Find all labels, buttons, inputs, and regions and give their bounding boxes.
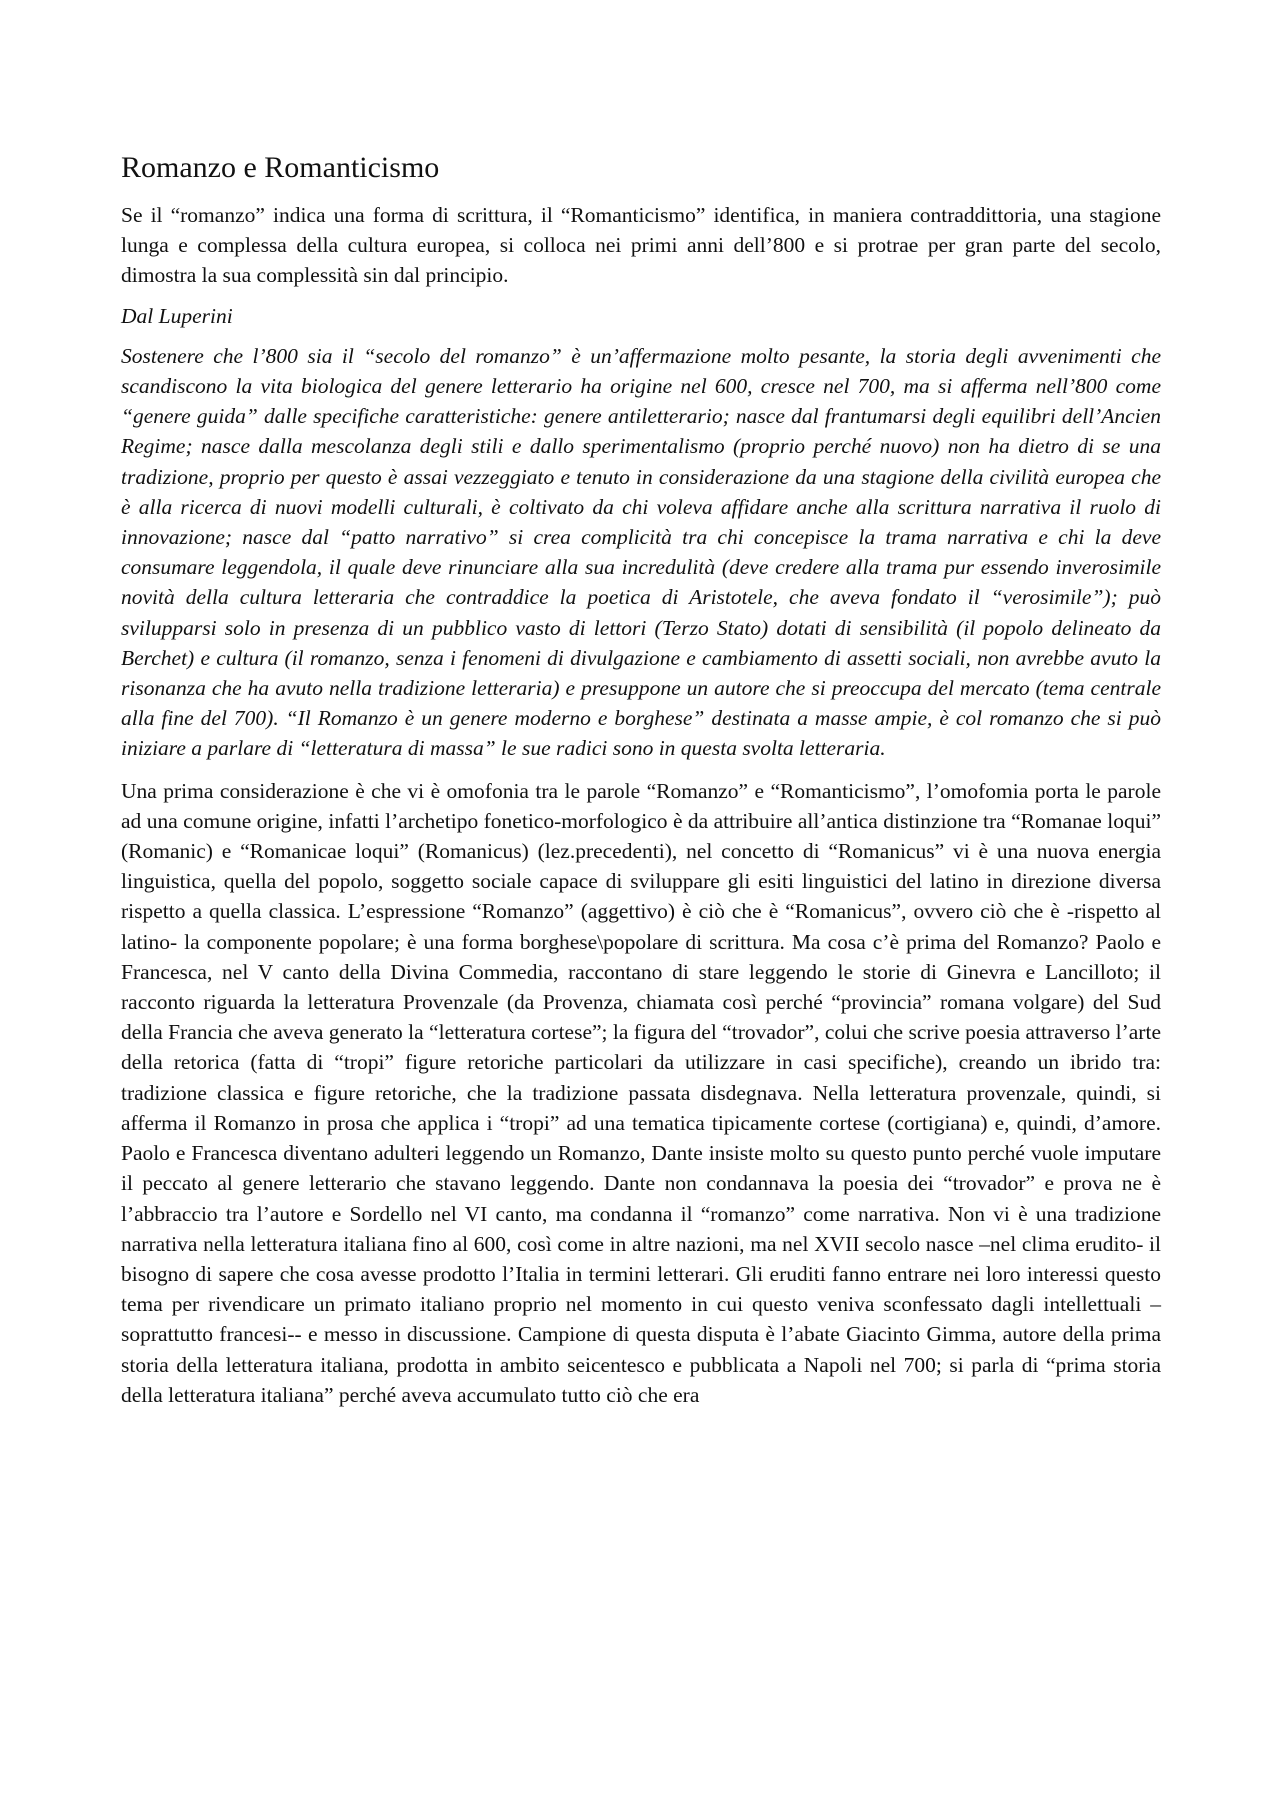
document-title: Romanzo e Romanticismo xyxy=(121,151,440,184)
document-page xyxy=(121,150,1161,1410)
source-attribution: Dal Luperini xyxy=(121,303,233,328)
intro-paragraph: Se il “romanzo” indica una forma di scrittura, il “Romanticismo” identifica, in maniera contraddittoria, una stagione lunga e complessa della cultura europea, si colloca nei primi anni dell’800 e si protrae per gran parte del secolo, dimostra la sua complessità sin dal principio. xyxy=(121,203,1161,288)
body-paragraph: Una prima considerazione è che vi è omofonia tra le parole “Romanzo” e “Romanticismo”, l’omofomia porta le parole ad una comune origine, infatti l’archetipo fonetico-morfologico è da attribuire all’antica distinzione tra “Romanae loqui” (Romanic) e “Romanicae loqui” (Romanicus) (lez.precedenti), nel concetto di “Romanicus” vi è una nuova energia linguistica, quella del popolo, soggetto sociale capace di sviluppare gli esiti linguistici del latino in direzione diversa rispetto a quella classica. L’espressione “Romanzo” (aggettivo) è ciò che è “Romanicus”, ovvero ciò che è -rispetto al latino- la componente popolare; è una forma borghese\popolare di scrittura. Ma cosa c’è prima del Romanzo? Paolo e Francesca, nel V canto della Divina Commedia, raccontano di stare leggendo le storie di Ginevra e Lancilloto; il racconto riguarda la letteratura Provenzale (da Provenza, chiamata così perché “provincia” romana volgare) del Sud della Francia che aveva generato la “letteratura cortese”; la figura del “trovador”, colui che scrive poesia attraverso l’arte della retorica (fatta di “tropi” figure retoriche particolari da utilizzare in casi specifiche), creando un ibrido tra: tradizione classica e figure retoriche, che la tradizione passata disdegnava. Nella letteratura provenzale, quindi, si afferma il Romanzo in prosa che applica i “tropi” ad una tematica tipicamente cortese (cortigiana) e, quindi, d’amore. Paolo e Francesca diventano adulteri leggendo un Romanzo, Dante insiste molto su questo punto perché vuole imputare il peccato al genere letterario che stavano leggendo. Dante non condannava la poesia dei “trovador” e prova ne è l’abbraccio tra l’autore e Sordello nel VI canto, ma condanna il “romanzo” come narrativa. Non vi è una tradizione narrativa nella letteratura italiana fino al 600, così come in altre nazioni, ma nel XVII secolo nasce –nel clima erudito- il bisogno di sapere che cosa avesse prodotto l’Italia in termini letterari. Gli eruditi fanno entrare nei loro interessi questo tema per rivendicare un primato italiano proprio nel momento in cui questo veniva sconfessato dagli intellettuali –soprattutto francesi-- e messo in discussione. Campione di questa disputa è l’abate Giacinto Gimma, autore della prima storia della letteratura italiana, prodotta in ambito seicentesco e pubblicata a Napoli nel 700; si parla di “prima storia della letteratura italiana” perché aveva accumulato tutto ciò che era xyxy=(121,778,1161,1407)
quoted-passage: Sostenere che l’800 sia il “secolo del romanzo” è un’affermazione molto pesante, la storia degli avvenimenti che scandiscono la vita biologica del genere letterario ha origine nel 600, cresce nel 700, ma si afferma nell’800 come “genere guida” dalle specifiche caratteristiche: genere antiletterario; nasce dal frantumarsi degli equilibri dell’Ancien Regime; nasce dalla mescolanza degli stili e dallo sperimentalismo (proprio perché nuovo) non ha dietro di se una tradizione, proprio per questo è assai vezzeggiato e tenuto in considerazione da una stagione della civilità europea che è alla ricerca di nuovi modelli culturali, è coltivato da chi voleva affidare anche alla scrittura narrativa il ruolo di innovazione; nasce dal “patto narrativo” si crea complicità tra chi concepisce la trama narrativa e chi la deve consumare leggendola, il quale deve rinunciare alla sua incredulità (deve credere alla trama pur essendo inverosimile novità della cultura letteraria che contraddice la poetica di Aristotele, che aveva fondato il “verosimile”); può svilupparsi solo in presenza di un pubblico vasto di lettori (Terzo Stato) dotati di sensibilità (il popolo delineato da Berchet) e cultura (il romanzo, senza i fenomeni di divulgazione e cambiamento di assetti sociali, non avrebbe avuto la risonanza che ha avuto nella tradizione letteraria) e presuppone un autore che si preoccupa del mercato (tema centrale alla fine del 700). “Il Romanzo è un genere moderno e borghese” destinata a masse ampie, è col romanzo che si può iniziare a parlare di “letteratura di massa” le sue radici sono in questa svolta letteraria. xyxy=(121,343,1161,761)
